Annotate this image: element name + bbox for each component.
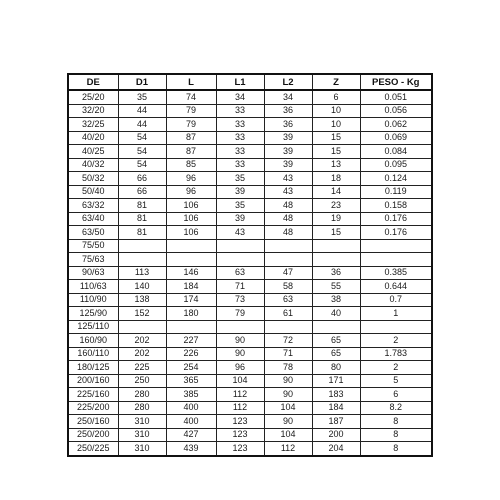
cell-l2: 104 <box>264 428 312 442</box>
cell-l: 365 <box>166 374 216 388</box>
cell-l2: 58 <box>264 280 312 294</box>
cell-l: 184 <box>166 280 216 294</box>
cell-l <box>166 320 216 334</box>
cell-l1: 112 <box>216 388 264 402</box>
cell-de: 40/25 <box>68 145 118 159</box>
cell-de: 50/40 <box>68 185 118 199</box>
cell-l2: 36 <box>264 104 312 118</box>
cell-de: 250/160 <box>68 415 118 429</box>
cell-l1: 33 <box>216 118 264 132</box>
table-row <box>68 280 432 294</box>
table-row <box>68 320 432 334</box>
cell-l1 <box>216 320 264 334</box>
cell-d1: 202 <box>118 347 166 361</box>
cell-peso: 2 <box>360 334 432 348</box>
table-row <box>68 401 432 415</box>
cell-z: 10 <box>312 118 360 132</box>
table-row <box>68 374 432 388</box>
cell-de: 90/63 <box>68 266 118 280</box>
cell-l: 106 <box>166 212 216 226</box>
cell-l1: 63 <box>216 266 264 280</box>
table-row <box>68 104 432 118</box>
table-row <box>68 145 432 159</box>
cell-l: 400 <box>166 415 216 429</box>
cell-l2: 36 <box>264 118 312 132</box>
cell-de: 50/32 <box>68 172 118 186</box>
table-body <box>68 90 432 456</box>
cell-l1: 33 <box>216 158 264 172</box>
cell-de: 180/125 <box>68 361 118 375</box>
cell-peso: 8.2 <box>360 401 432 415</box>
cell-l2: 63 <box>264 293 312 307</box>
cell-peso: 0.176 <box>360 226 432 240</box>
cell-l1: 35 <box>216 172 264 186</box>
cell-l <box>166 239 216 253</box>
cell-l: 146 <box>166 266 216 280</box>
table-row <box>68 293 432 307</box>
cell-d1: 54 <box>118 158 166 172</box>
cell-l1: 33 <box>216 131 264 145</box>
header-z: Z <box>312 74 360 90</box>
table-row <box>68 199 432 213</box>
cell-l1: 112 <box>216 401 264 415</box>
table-row <box>68 253 432 267</box>
cell-d1: 310 <box>118 442 166 456</box>
cell-peso: 0.069 <box>360 131 432 145</box>
cell-l: 106 <box>166 226 216 240</box>
cell-l: 96 <box>166 172 216 186</box>
cell-l1: 123 <box>216 442 264 456</box>
cell-l1: 35 <box>216 199 264 213</box>
cell-de: 40/20 <box>68 131 118 145</box>
cell-de: 63/32 <box>68 199 118 213</box>
cell-de: 32/20 <box>68 104 118 118</box>
cell-l: 180 <box>166 307 216 321</box>
cell-l2 <box>264 239 312 253</box>
cell-peso: 0.095 <box>360 158 432 172</box>
cell-l1: 79 <box>216 307 264 321</box>
cell-l1: 33 <box>216 145 264 159</box>
cell-l: 87 <box>166 131 216 145</box>
cell-peso <box>360 320 432 334</box>
cell-z: 38 <box>312 293 360 307</box>
cell-z: 15 <box>312 131 360 145</box>
cell-d1: 225 <box>118 361 166 375</box>
table-row <box>68 442 432 456</box>
cell-peso: 2 <box>360 361 432 375</box>
header-peso: PESO - Kg <box>360 74 432 90</box>
cell-l2: 48 <box>264 212 312 226</box>
cell-l1: 39 <box>216 185 264 199</box>
cell-l: 427 <box>166 428 216 442</box>
cell-peso <box>360 239 432 253</box>
cell-l2: 48 <box>264 226 312 240</box>
cell-l2: 112 <box>264 442 312 456</box>
cell-l2: 43 <box>264 185 312 199</box>
cell-peso: 0.7 <box>360 293 432 307</box>
cell-d1: 81 <box>118 226 166 240</box>
cell-peso: 0.385 <box>360 266 432 280</box>
cell-l1: 90 <box>216 347 264 361</box>
cell-l: 385 <box>166 388 216 402</box>
cell-peso: 8 <box>360 415 432 429</box>
cell-de: 25/20 <box>68 90 118 104</box>
table-row <box>68 415 432 429</box>
cell-z: 55 <box>312 280 360 294</box>
cell-peso: 0.062 <box>360 118 432 132</box>
cell-z: 80 <box>312 361 360 375</box>
table-row <box>68 388 432 402</box>
cell-d1: 54 <box>118 145 166 159</box>
cell-l: 226 <box>166 347 216 361</box>
cell-peso: 1 <box>360 307 432 321</box>
cell-l1 <box>216 253 264 267</box>
cell-de: 40/32 <box>68 158 118 172</box>
cell-d1: 35 <box>118 90 166 104</box>
cell-l2: 72 <box>264 334 312 348</box>
cell-l2: 90 <box>264 374 312 388</box>
cell-de: 160/90 <box>68 334 118 348</box>
cell-peso: 0.158 <box>360 199 432 213</box>
cell-z: 14 <box>312 185 360 199</box>
table-row <box>68 226 432 240</box>
cell-z: 6 <box>312 90 360 104</box>
cell-peso: 6 <box>360 388 432 402</box>
cell-l2: 43 <box>264 172 312 186</box>
cell-l2: 39 <box>264 158 312 172</box>
header-l: L <box>166 74 216 90</box>
cell-l2: 39 <box>264 131 312 145</box>
cell-z: 15 <box>312 145 360 159</box>
dimensions-table <box>67 73 433 457</box>
cell-l: 79 <box>166 118 216 132</box>
cell-z <box>312 320 360 334</box>
cell-peso: 8 <box>360 442 432 456</box>
cell-de: 32/25 <box>68 118 118 132</box>
cell-peso: 0.119 <box>360 185 432 199</box>
cell-l1: 71 <box>216 280 264 294</box>
cell-d1: 152 <box>118 307 166 321</box>
cell-de: 110/90 <box>68 293 118 307</box>
cell-l2: 90 <box>264 388 312 402</box>
table-row <box>68 90 432 104</box>
cell-peso: 0.056 <box>360 104 432 118</box>
cell-z: 13 <box>312 158 360 172</box>
cell-l: 174 <box>166 293 216 307</box>
cell-d1: 310 <box>118 428 166 442</box>
cell-z: 19 <box>312 212 360 226</box>
cell-d1: 113 <box>118 266 166 280</box>
cell-de: 125/90 <box>68 307 118 321</box>
cell-d1: 202 <box>118 334 166 348</box>
cell-de: 110/63 <box>68 280 118 294</box>
cell-l1: 39 <box>216 212 264 226</box>
cell-l: 87 <box>166 145 216 159</box>
cell-l <box>166 253 216 267</box>
table-row <box>68 266 432 280</box>
cell-l2: 78 <box>264 361 312 375</box>
table-row <box>68 212 432 226</box>
table-row <box>68 361 432 375</box>
cell-z: 200 <box>312 428 360 442</box>
header-l2: L2 <box>264 74 312 90</box>
cell-d1: 66 <box>118 172 166 186</box>
cell-d1: 81 <box>118 212 166 226</box>
table-row <box>68 239 432 253</box>
cell-d1 <box>118 320 166 334</box>
header-row <box>68 74 432 90</box>
cell-peso: 0.124 <box>360 172 432 186</box>
cell-d1: 81 <box>118 199 166 213</box>
cell-d1: 250 <box>118 374 166 388</box>
cell-l2: 90 <box>264 415 312 429</box>
cell-l: 79 <box>166 104 216 118</box>
cell-z <box>312 253 360 267</box>
cell-l2 <box>264 253 312 267</box>
cell-de: 63/50 <box>68 226 118 240</box>
cell-l: 254 <box>166 361 216 375</box>
cell-l1: 96 <box>216 361 264 375</box>
cell-z <box>312 239 360 253</box>
table-row <box>68 428 432 442</box>
cell-d1 <box>118 239 166 253</box>
cell-l2: 48 <box>264 199 312 213</box>
cell-l2: 61 <box>264 307 312 321</box>
cell-l2: 71 <box>264 347 312 361</box>
cell-z: 10 <box>312 104 360 118</box>
cell-z: 184 <box>312 401 360 415</box>
cell-l1: 90 <box>216 334 264 348</box>
cell-d1: 66 <box>118 185 166 199</box>
cell-z: 18 <box>312 172 360 186</box>
cell-l2 <box>264 320 312 334</box>
cell-z: 36 <box>312 266 360 280</box>
cell-l: 74 <box>166 90 216 104</box>
table-row <box>68 172 432 186</box>
cell-de: 75/63 <box>68 253 118 267</box>
table-row <box>68 185 432 199</box>
cell-l2: 104 <box>264 401 312 415</box>
cell-d1 <box>118 253 166 267</box>
cell-de: 250/200 <box>68 428 118 442</box>
header-de: DE <box>68 74 118 90</box>
cell-d1: 54 <box>118 131 166 145</box>
cell-l: 85 <box>166 158 216 172</box>
cell-de: 160/110 <box>68 347 118 361</box>
header-d1: D1 <box>118 74 166 90</box>
cell-l: 400 <box>166 401 216 415</box>
cell-d1: 44 <box>118 104 166 118</box>
cell-z: 15 <box>312 226 360 240</box>
cell-l1: 73 <box>216 293 264 307</box>
cell-z: 204 <box>312 442 360 456</box>
table-header <box>68 74 432 90</box>
cell-de: 200/160 <box>68 374 118 388</box>
cell-z: 171 <box>312 374 360 388</box>
table-row <box>68 347 432 361</box>
cell-l2: 39 <box>264 145 312 159</box>
table-row <box>68 307 432 321</box>
cell-z: 23 <box>312 199 360 213</box>
cell-z: 187 <box>312 415 360 429</box>
cell-d1: 138 <box>118 293 166 307</box>
cell-l1: 104 <box>216 374 264 388</box>
cell-l1: 43 <box>216 226 264 240</box>
cell-l: 227 <box>166 334 216 348</box>
cell-peso: 0.644 <box>360 280 432 294</box>
cell-peso <box>360 253 432 267</box>
cell-de: 75/50 <box>68 239 118 253</box>
cell-d1: 310 <box>118 415 166 429</box>
cell-l1: 33 <box>216 104 264 118</box>
cell-peso: 0.176 <box>360 212 432 226</box>
cell-de: 125/110 <box>68 320 118 334</box>
cell-l: 106 <box>166 199 216 213</box>
cell-peso: 0.051 <box>360 90 432 104</box>
cell-z: 183 <box>312 388 360 402</box>
cell-l2: 34 <box>264 90 312 104</box>
cell-l1: 34 <box>216 90 264 104</box>
cell-de: 225/200 <box>68 401 118 415</box>
cell-de: 225/160 <box>68 388 118 402</box>
cell-d1: 44 <box>118 118 166 132</box>
cell-d1: 280 <box>118 388 166 402</box>
cell-peso: 8 <box>360 428 432 442</box>
cell-l: 439 <box>166 442 216 456</box>
cell-peso: 0.084 <box>360 145 432 159</box>
cell-l: 96 <box>166 185 216 199</box>
cell-de: 63/40 <box>68 212 118 226</box>
cell-d1: 140 <box>118 280 166 294</box>
cell-de: 250/225 <box>68 442 118 456</box>
table-row <box>68 118 432 132</box>
cell-l2: 47 <box>264 266 312 280</box>
table-row <box>68 334 432 348</box>
table-row <box>68 158 432 172</box>
cell-d1: 280 <box>118 401 166 415</box>
cell-l1: 123 <box>216 428 264 442</box>
header-l1: L1 <box>216 74 264 90</box>
table-row <box>68 131 432 145</box>
cell-l1: 123 <box>216 415 264 429</box>
cell-z: 65 <box>312 347 360 361</box>
cell-peso: 5 <box>360 374 432 388</box>
cell-z: 40 <box>312 307 360 321</box>
cell-peso: 1.783 <box>360 347 432 361</box>
cell-z: 65 <box>312 334 360 348</box>
cell-l1 <box>216 239 264 253</box>
